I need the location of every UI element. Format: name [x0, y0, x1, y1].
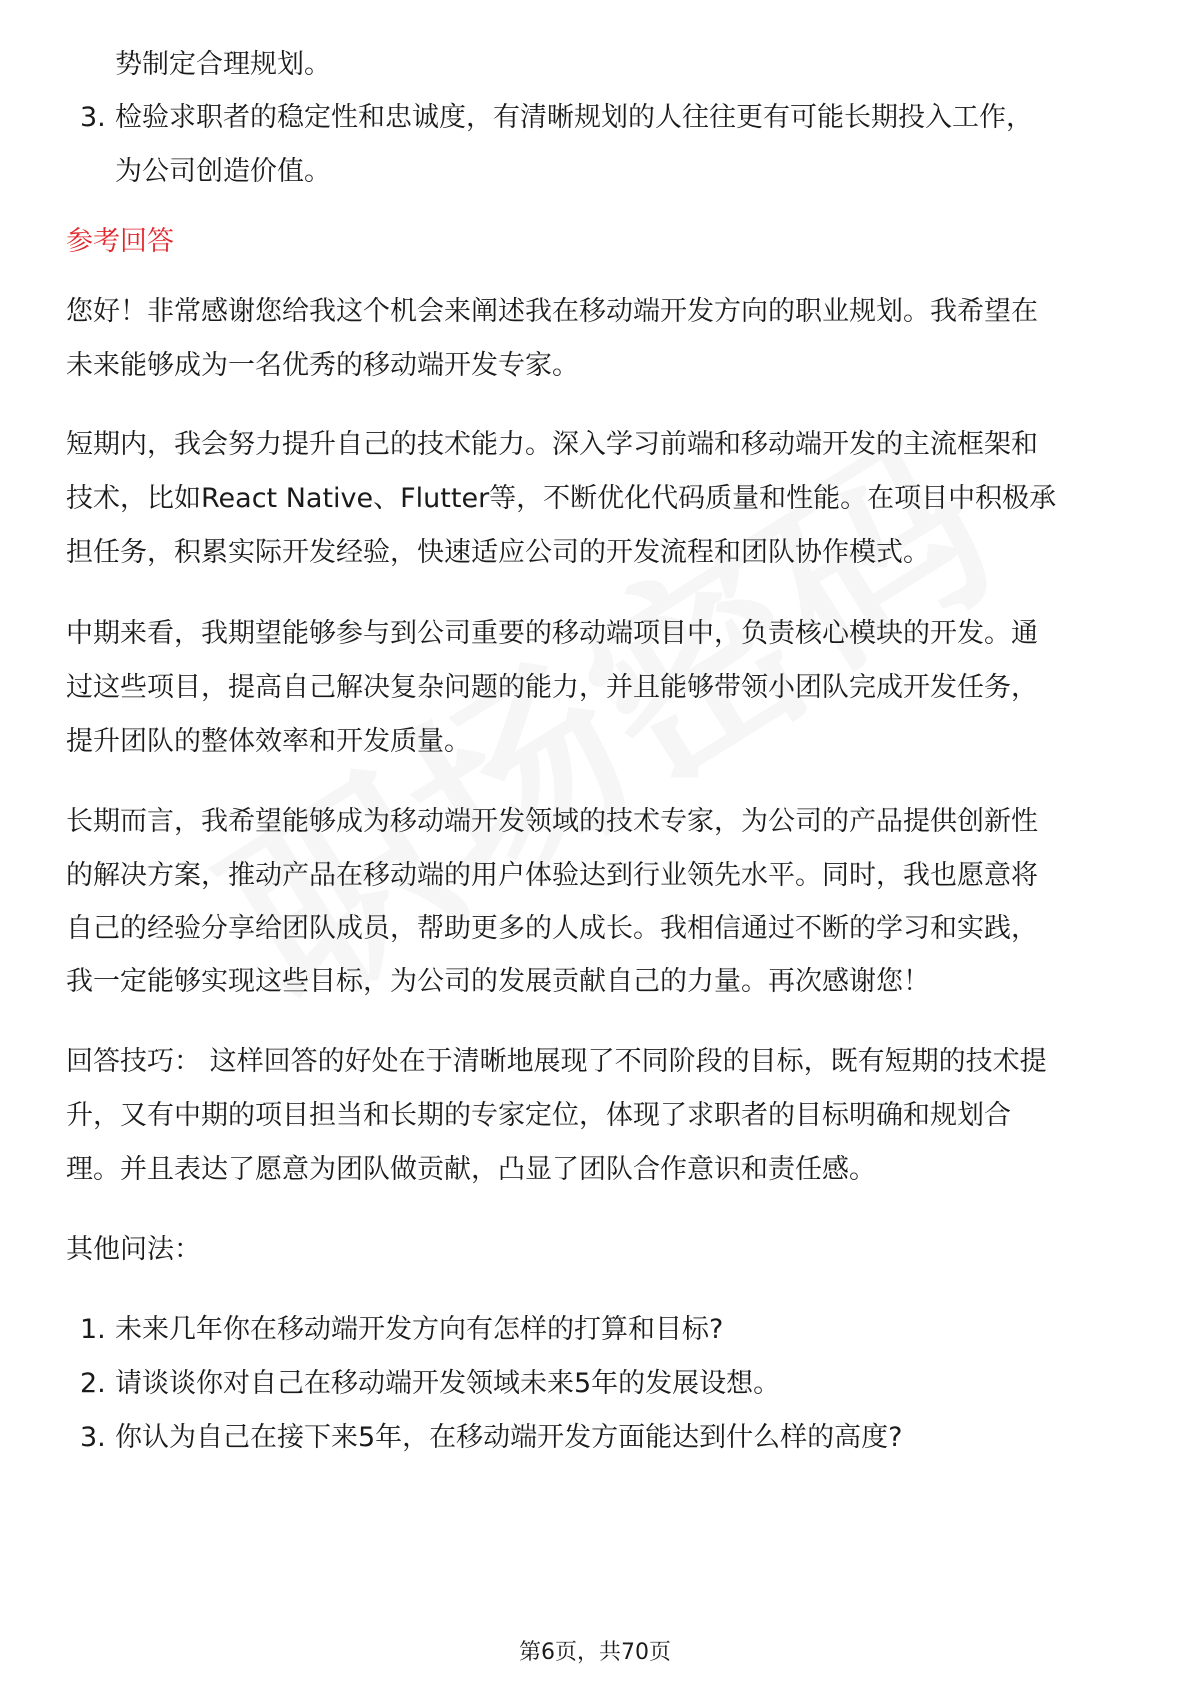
- tips-line-1: 回答技巧： 这样回答的好处在于清晰地展现了不同阶段的目标，既有短期的技术提: [66, 1046, 1047, 1077]
- paragraph-4-line-2: 的解决方案，推动产品在移动端的用户体验达到行业领先水平。同时，我也愿意将: [66, 860, 1038, 891]
- list-item-3-line-2: 为公司创造价值。: [115, 156, 331, 187]
- paragraph-4-line-3: 自己的经验分享给团队成员，帮助更多的人成长。我相信通过不断的学习和实践，: [66, 913, 1038, 944]
- paragraph-2-line-2: 技术，比如React Native、Flutter等，不断优化代码质量和性能。在项目中积极承: [66, 483, 1057, 514]
- paragraph-3-line-3: 提升团队的整体效率和开发质量。: [66, 726, 471, 757]
- paragraph-1-line-2: 未来能够成为一名优秀的移动端开发专家。: [66, 350, 579, 381]
- paragraph-4-line-4: 我一定能够实现这些目标，为公司的发展贡献自己的力量。再次感谢您！: [66, 966, 930, 997]
- question-3-text: 你认为自己在接下来5年，在移动端开发方面能达到什么样的高度?: [115, 1422, 903, 1453]
- question-1-number: 1.: [80, 1314, 106, 1345]
- question-2-text: 请谈谈你对自己在移动端开发领域未来5年的发展设想。: [115, 1368, 781, 1399]
- question-1-text: 未来几年你在移动端开发方向有怎样的打算和目标?: [115, 1314, 724, 1345]
- page-number-footer: 第6页，共70页: [519, 1640, 671, 1665]
- question-2-number: 2.: [80, 1368, 106, 1399]
- watermark: [164, 360, 1036, 1061]
- question-3-number: 3.: [80, 1422, 106, 1453]
- paragraph-4-line-1: 长期而言，我希望能够成为移动端开发领域的技术专家，为公司的产品提供创新性: [66, 806, 1038, 837]
- answer-heading: 参考回答: [66, 226, 174, 257]
- list-item-2-continuation: 势制定合理规划。: [115, 49, 331, 80]
- list-item-3-line-1: 检验求职者的稳定性和忠诚度，有清晰规划的人往往更有可能长期投入工作，: [115, 102, 1033, 133]
- tips-line-3: 理。并且表达了愿意为团队做贡献，凸显了团队合作意识和责任感。: [66, 1154, 876, 1185]
- paragraph-1-line-1: 您好！非常感谢您给我这个机会来阐述我在移动端开发方向的职业规划。我希望在: [66, 296, 1038, 327]
- paragraph-3-line-1: 中期来看，我期望能够参与到公司重要的移动端项目中，负责核心模块的开发。通: [66, 618, 1038, 649]
- tips-line-2: 升，又有中期的项目担当和长期的专家定位，体现了求职者的目标明确和规划合: [66, 1100, 1011, 1131]
- paragraph-2-line-1: 短期内，我会努力提升自己的技术能力。深入学习前端和移动端开发的主流框架和: [66, 429, 1038, 460]
- paragraph-3-line-2: 过这些项目，提高自己解决复杂问题的能力，并且能够带领小团队完成开发任务，: [66, 672, 1038, 703]
- list-item-3-number: 3.: [80, 102, 106, 133]
- other-questions-label: 其他问法：: [66, 1234, 201, 1265]
- paragraph-2-line-3: 担任务，积累实际开发经验，快速适应公司的开发流程和团队协作模式。: [66, 537, 930, 568]
